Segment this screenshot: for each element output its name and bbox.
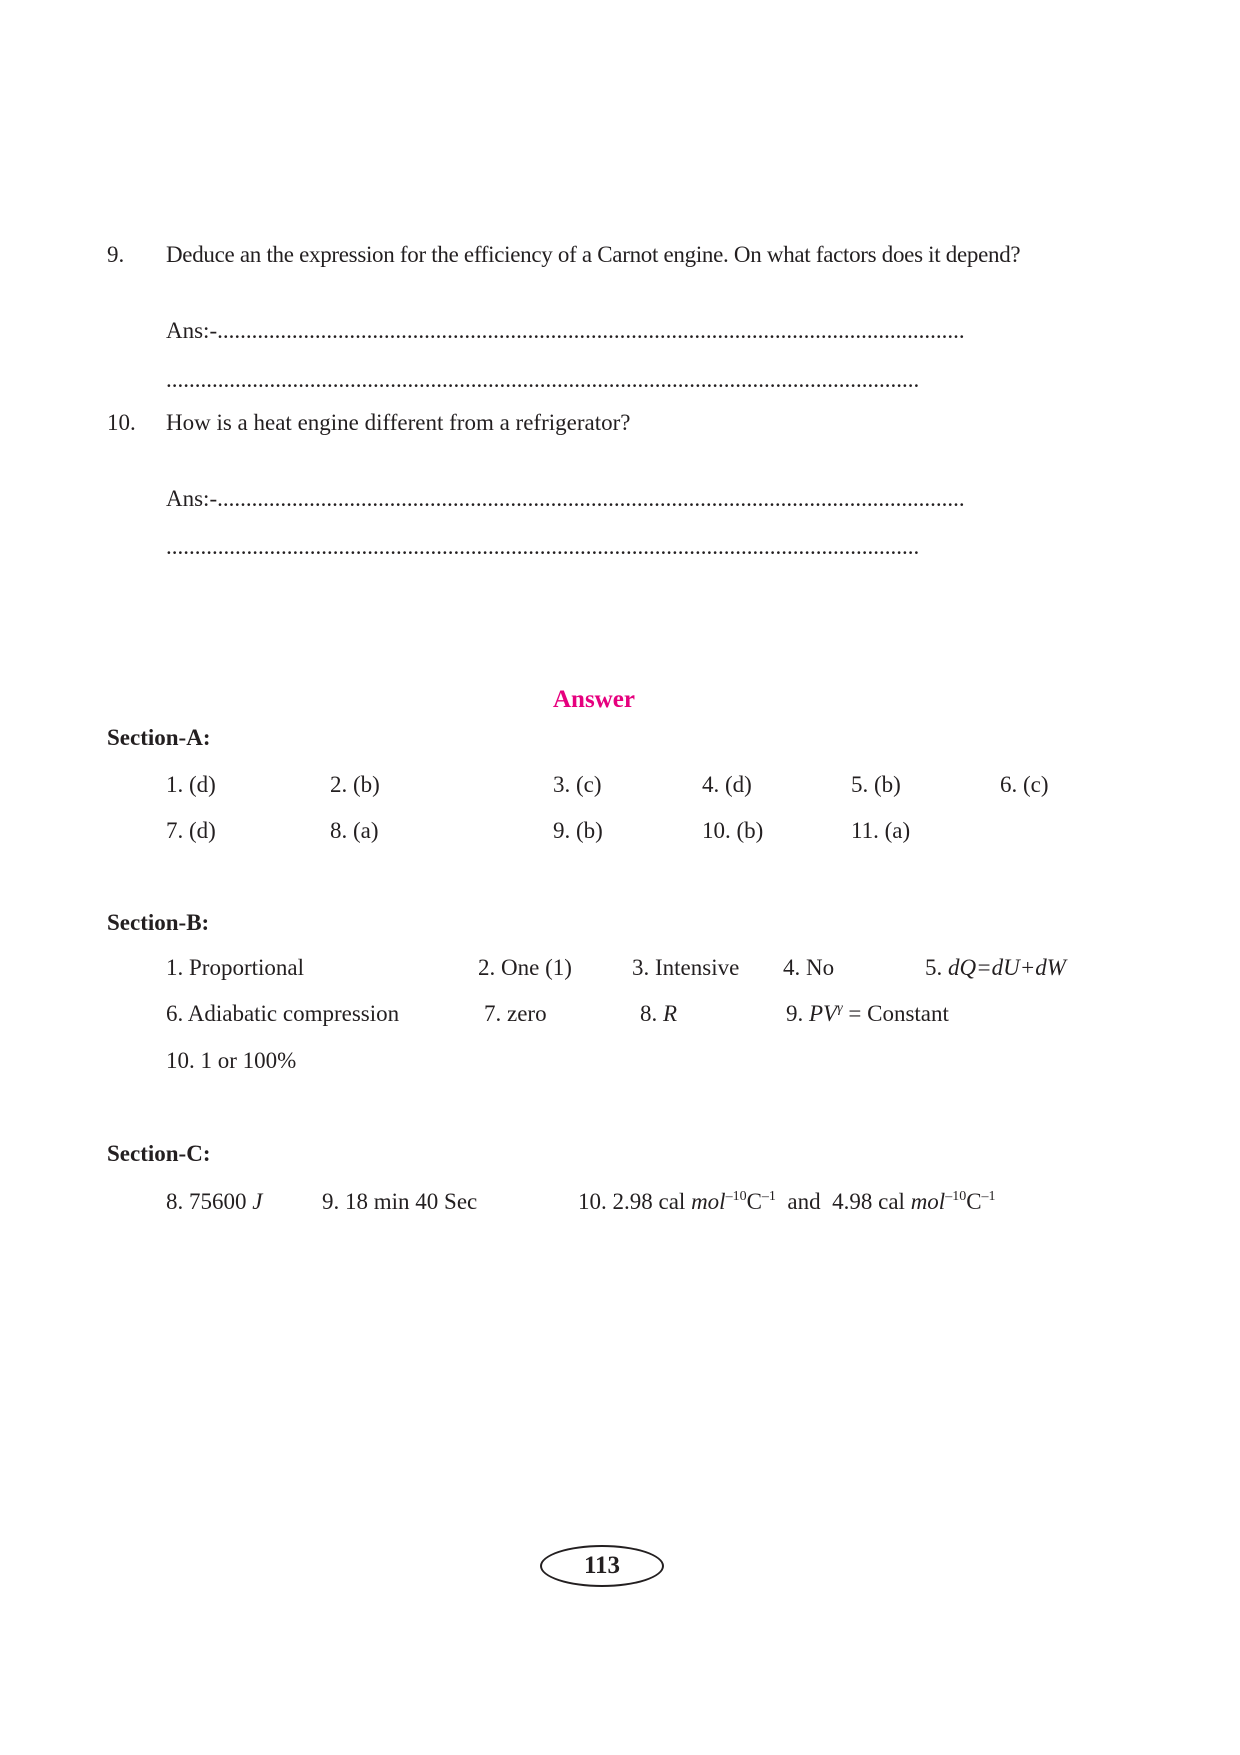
answer-value: 4.98 cal xyxy=(832,1189,905,1214)
answer-number: 9. xyxy=(786,1001,804,1026)
page-number: 113 xyxy=(540,1545,664,1587)
section-b-title: Section-B: xyxy=(107,910,210,935)
gas-constant-symbol: R xyxy=(663,1001,678,1026)
celsius-unit: C xyxy=(746,1189,762,1214)
section-b-answer: 3. Intensive xyxy=(632,955,740,980)
section-c-answer: 9. 18 min 40 Sec xyxy=(322,1189,478,1214)
answer-value: 10. 2.98 cal xyxy=(578,1189,686,1214)
section-a-answer: 1. (d) xyxy=(166,772,216,797)
mol-unit: mol xyxy=(691,1189,726,1214)
answer-label: Ans:- xyxy=(166,318,218,343)
section-b-answer: 4. No xyxy=(783,955,835,980)
question-9-answer-line-2: ................................................................................................................................... xyxy=(166,367,920,392)
question-10-answer-line-1 xyxy=(166,486,965,512)
question-10-number: 10. xyxy=(107,410,136,435)
section-b-answer: 6. Adiabatic compression xyxy=(166,1001,400,1026)
pv-symbol: PV xyxy=(809,1001,838,1026)
section-a-answer: 7. (d) xyxy=(166,818,216,843)
answer-number: 5. xyxy=(925,955,943,980)
section-c-answer xyxy=(166,1189,262,1215)
celsius-exponent: –1 xyxy=(761,1189,776,1204)
celsius-exponent: –1 xyxy=(981,1189,996,1204)
answer-number: 8. xyxy=(640,1001,658,1026)
answer-heading: Answer xyxy=(553,686,635,713)
section-a-answer: 3. (c) xyxy=(553,772,602,797)
section-a-answer: 4. (d) xyxy=(702,772,752,797)
section-b-answer xyxy=(925,955,1066,981)
section-a-answer: 8. (a) xyxy=(330,818,379,843)
question-9-answer-line-1 xyxy=(166,318,965,344)
conjunction: and xyxy=(787,1189,821,1214)
question-10-answer-line-2: ................................................................................................................................... xyxy=(166,534,920,559)
mol-exponent: –10 xyxy=(945,1189,967,1204)
section-b-answer xyxy=(786,1001,949,1027)
section-a-title: Section-A: xyxy=(107,725,211,750)
question-10-text: How is a heat engine different from a refrigerator? xyxy=(166,410,631,435)
section-a-answer: 9. (b) xyxy=(553,818,603,843)
section-b-answer: 10. 1 or 100% xyxy=(166,1048,297,1073)
first-law-expression: dQ=dU+dW xyxy=(948,955,1066,980)
mol-exponent: –10 xyxy=(725,1189,747,1204)
dotted-line: .................................................................................................................................. xyxy=(217,318,965,343)
section-b-answer xyxy=(640,1001,677,1027)
question-9-number: 9. xyxy=(107,242,125,267)
question-9-text: Deduce an the expression for the efficiency of a Carnot engine. On what factors does it depend? xyxy=(166,242,1021,267)
section-c-answer xyxy=(578,1189,996,1215)
section-a-answer: 6. (c) xyxy=(1000,772,1049,797)
section-b-answer: 7. zero xyxy=(484,1001,547,1026)
section-b-answer: 1. Proportional xyxy=(166,955,304,980)
celsius-unit: C xyxy=(966,1189,982,1214)
section-a-answer: 5. (b) xyxy=(851,772,901,797)
section-a-answer: 11. (a) xyxy=(851,818,911,843)
section-a-answer: 10. (b) xyxy=(702,818,764,843)
joule-unit: J xyxy=(252,1189,263,1214)
section-b-answer: 2. One (1) xyxy=(478,955,572,980)
adiabatic-constant: = Constant xyxy=(848,1001,949,1026)
dotted-line: .................................................................................................................................. xyxy=(217,486,965,511)
section-c-title: Section-C: xyxy=(107,1141,211,1166)
section-a-answer: 2. (b) xyxy=(330,772,380,797)
answer-label: Ans:- xyxy=(166,486,218,511)
answer-value: 8. 75600 xyxy=(166,1189,247,1214)
gamma-exponent: γ xyxy=(837,1001,843,1016)
mol-unit: mol xyxy=(910,1189,946,1214)
